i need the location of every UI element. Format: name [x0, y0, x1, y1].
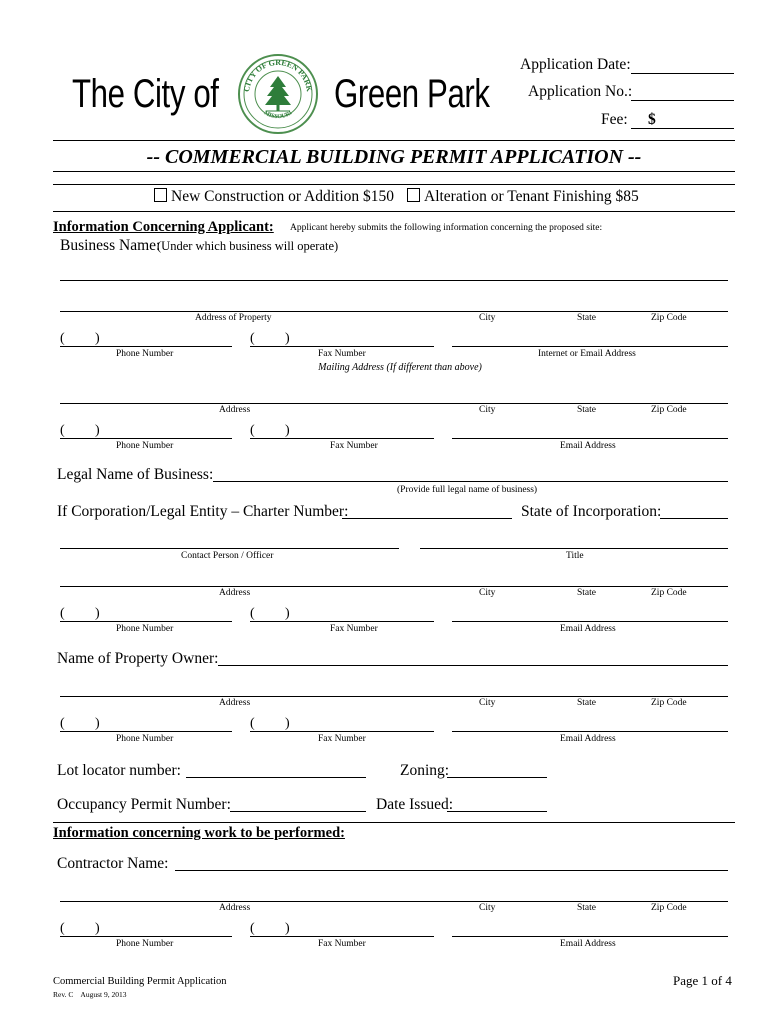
phone-paren-open: (: [60, 921, 65, 936]
contractor-phone-field[interactable]: [60, 936, 232, 937]
charter-number-field[interactable]: [342, 518, 512, 519]
phone-paren-close: ): [95, 921, 100, 936]
lot-locator-label: Lot locator number:: [57, 762, 181, 779]
application-date-label: Application Date:: [520, 56, 631, 73]
contractor-phone-label: Phone Number: [116, 939, 174, 949]
property-state-label: State: [577, 313, 596, 323]
contact-person-field[interactable]: [60, 548, 399, 549]
mailing-address-field[interactable]: [60, 403, 728, 404]
property-zip-label: Zip Code: [651, 313, 687, 323]
contractor-address-field[interactable]: [60, 901, 728, 902]
applicant-section-heading: Information Concerning Applicant:: [53, 219, 274, 235]
owner-fax-label: Fax Number: [318, 734, 366, 744]
fax-paren-open: (: [250, 606, 255, 621]
legal-name-note: (Provide full legal name of business): [397, 485, 538, 495]
contractor-zip-label: Zip Code: [651, 903, 687, 913]
officer-fax-label: Fax Number: [330, 624, 378, 634]
contractor-email-field[interactable]: [452, 936, 728, 937]
business-name-label: Business Name:: [60, 237, 161, 254]
zoning-label: Zoning:: [400, 762, 450, 779]
owner-email-field[interactable]: [452, 731, 728, 732]
owner-phone-label: Phone Number: [116, 734, 174, 744]
contractor-state-label: State: [577, 903, 596, 913]
occupancy-permit-field[interactable]: [230, 811, 366, 812]
seal-top-text: CITY OF GREEN PARK: [242, 57, 314, 93]
incorporation-state-field[interactable]: [660, 518, 728, 519]
fax-paren-close: ): [285, 921, 290, 936]
mailing-city-label: City: [479, 405, 496, 415]
phone-paren-close: ): [95, 716, 100, 731]
owner-email-label: Email Address: [560, 734, 616, 744]
footer-doc-name: Commercial Building Permit Application: [53, 976, 227, 987]
mailing-phone-label: Phone Number: [116, 441, 174, 451]
application-no-label: Application No.:: [528, 83, 633, 100]
business-name-note: (Under which business will operate): [157, 239, 339, 253]
charter-number-label: If Corporation/Legal Entity – Charter Number:: [57, 503, 349, 520]
officer-phone-field[interactable]: [60, 621, 232, 622]
mailing-address-label: Address: [219, 405, 251, 415]
property-owner-field[interactable]: [218, 665, 728, 666]
fee-field[interactable]: [631, 128, 734, 129]
property-owner-label: Name of Property Owner:: [57, 650, 219, 667]
owner-address-field[interactable]: [60, 696, 728, 697]
contact-title-field[interactable]: [420, 548, 728, 549]
property-address-field[interactable]: [60, 311, 728, 312]
owner-state-label: State: [577, 698, 596, 708]
option-alteration[interactable]: [407, 188, 639, 206]
lot-locator-field[interactable]: [186, 777, 366, 778]
mailing-email-label: Email Address: [560, 441, 616, 451]
legal-name-field[interactable]: [213, 481, 728, 482]
phone-paren-open: (: [60, 423, 65, 438]
mailing-caption: Mailing Address (If different than above): [318, 362, 482, 373]
owner-zip-label: Zip Code: [651, 698, 687, 708]
fax-paren-open: (: [250, 921, 255, 936]
fax-paren-open: (: [250, 423, 255, 438]
option-alteration-label: Alteration or Tenant Finishing $85: [424, 188, 639, 205]
officer-address-field[interactable]: [60, 586, 728, 587]
contractor-name-field[interactable]: [175, 870, 728, 871]
fax-paren-open: (: [250, 716, 255, 731]
divider: [53, 822, 735, 823]
phone-paren-open: (: [60, 716, 65, 731]
alteration-checkbox[interactable]: [407, 188, 420, 202]
mailing-email-field[interactable]: [452, 438, 728, 439]
fax-paren-close: ): [285, 423, 290, 438]
phone-paren-open: (: [60, 331, 65, 346]
officer-city-label: City: [479, 588, 496, 598]
contact-person-label: Contact Person / Officer: [181, 551, 274, 561]
new-construction-checkbox[interactable]: [154, 188, 167, 202]
phone-paren-open: (: [60, 606, 65, 621]
fee-dollar-sign: $: [648, 111, 656, 128]
applicant-email-field[interactable]: [452, 346, 728, 347]
applicant-fax-label: Fax Number: [318, 349, 366, 359]
officer-address-label: Address: [219, 588, 251, 598]
business-name-field[interactable]: [60, 280, 728, 281]
officer-email-label: Email Address: [560, 624, 616, 634]
applicant-intro: Applicant hereby submits the following information concerning the proposed site:: [290, 223, 603, 233]
city-seal: [237, 53, 319, 135]
applicant-phone-field[interactable]: [60, 346, 232, 347]
contractor-email-label: Email Address: [560, 939, 616, 949]
contact-title-label: Title: [566, 551, 584, 561]
occupancy-permit-label: Occupancy Permit Number:: [57, 796, 231, 813]
contractor-name-label: Contractor Name:: [57, 855, 169, 872]
phone-paren-close: ): [95, 606, 100, 621]
divider: [53, 211, 735, 212]
footer-page-number: Page 1 of 4: [673, 973, 732, 988]
divider: [53, 184, 735, 185]
phone-paren-close: ): [95, 423, 100, 438]
form-title: -- COMMERCIAL BUILDING PERMIT APPLICATION --: [146, 146, 642, 168]
divider: [53, 140, 735, 141]
officer-fax-field[interactable]: [250, 621, 434, 622]
owner-address-label: Address: [219, 698, 251, 708]
owner-fax-field[interactable]: [250, 731, 434, 732]
officer-phone-label: Phone Number: [116, 624, 174, 634]
contractor-fax-field[interactable]: [250, 936, 434, 937]
divider: [53, 171, 735, 172]
zoning-field[interactable]: [447, 777, 547, 778]
applicant-email-label: Internet or Email Address: [538, 349, 636, 359]
option-new-construction[interactable]: [154, 188, 394, 206]
mailing-fax-field[interactable]: [250, 438, 434, 439]
seal-bottom-text: MISSOURI: [262, 110, 294, 121]
work-section-heading: Information concerning work to be performed:: [53, 825, 345, 841]
mailing-fax-label: Fax Number: [330, 441, 378, 451]
title-right: Green Park: [334, 72, 490, 116]
incorporation-state-label: State of Incorporation:: [521, 503, 662, 520]
date-issued-label: Date Issued:: [376, 796, 454, 813]
mailing-phone-field[interactable]: [60, 438, 232, 439]
fax-paren-close: ): [285, 331, 290, 346]
contractor-city-label: City: [479, 903, 496, 913]
owner-city-label: City: [479, 698, 496, 708]
officer-zip-label: Zip Code: [651, 588, 687, 598]
contractor-fax-label: Fax Number: [318, 939, 366, 949]
officer-email-field[interactable]: [452, 621, 728, 622]
mailing-zip-label: Zip Code: [651, 405, 687, 415]
fax-paren-open: (: [250, 331, 255, 346]
footer-revision: Rev. C August 9, 2013: [53, 990, 127, 999]
mailing-state-label: State: [577, 405, 596, 415]
title-left: The City of: [72, 72, 219, 116]
property-address-label: Address of Property: [195, 313, 272, 323]
fee-label: Fee:: [601, 111, 628, 128]
applicant-phone-label: Phone Number: [116, 349, 174, 359]
application-date-field[interactable]: [631, 73, 734, 74]
option-new-construction-label: New Construction or Addition $150: [171, 188, 395, 205]
application-no-field[interactable]: [631, 100, 734, 101]
contractor-address-label: Address: [219, 903, 251, 913]
legal-name-label: Legal Name of Business:: [57, 466, 214, 483]
property-city-label: City: [479, 313, 496, 323]
seal-tree-icon: [237, 53, 319, 135]
fax-paren-close: ): [285, 606, 290, 621]
applicant-fax-field[interactable]: [250, 346, 434, 347]
officer-state-label: State: [577, 588, 596, 598]
owner-phone-field[interactable]: [60, 731, 232, 732]
date-issued-field[interactable]: [447, 811, 547, 812]
fax-paren-close: ): [285, 716, 290, 731]
phone-paren-close: ): [95, 331, 100, 346]
